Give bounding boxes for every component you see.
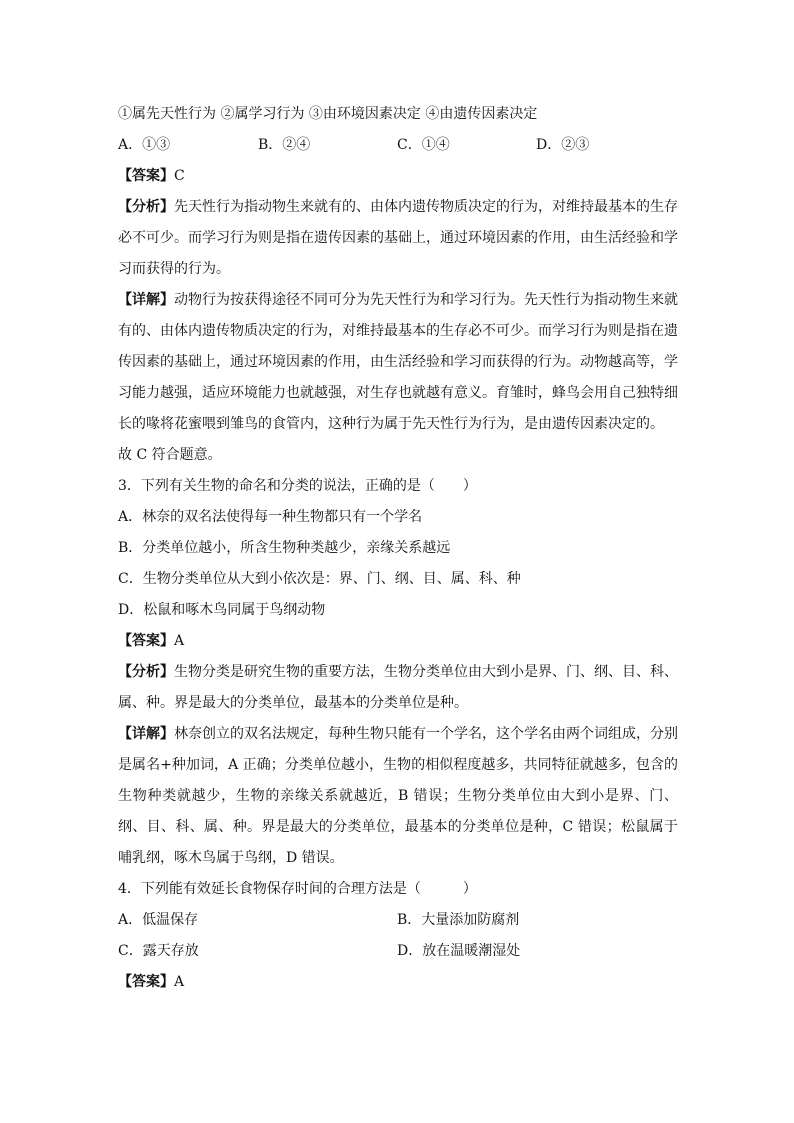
answer-value: A <box>174 633 185 649</box>
question-3-option-a: A．林奈的双名法使得每一种生物都只有一个学名 <box>118 509 423 525</box>
question-4-answer-line <box>118 967 678 998</box>
answer-tag: 【答案】 <box>118 168 174 184</box>
answer-tag: 【答案】 <box>118 974 174 990</box>
answer-tag: 【答案】 <box>118 633 174 649</box>
analysis-paragraph <box>118 192 678 285</box>
answer-line <box>118 161 678 192</box>
question-4-options-row-1 <box>118 905 678 936</box>
question-3-detail <box>118 719 678 874</box>
statements-line: ①属先天性行为 ②属学习行为 ③由环境因素决定 ④由遗传因素决定 <box>118 106 538 122</box>
question-4-option-c: C．露天存放 <box>118 943 199 959</box>
question-4-option-a: A．低温保存 <box>118 912 199 928</box>
analysis-text: 先天性行为指动物生来就有的、由体内遗传物质决定的行为，对维持最基本的生存必不可少。而学习行为则是指在遗传因素的基础上，通过环境因素的作用，由生活经验和学习而获得的行为。 <box>118 199 678 277</box>
answer-value: A <box>174 974 185 990</box>
question-3-answer-line <box>118 626 678 657</box>
detail-text: 林奈创立的双名法规定，每种生物只能有一个学名，这个学名由两个词组成，分别是属名+种加词，A 正确；分类单位越小，生物的相似程度越多，共同特征就越多，包含的生物种类就越少，生物的亲缘关系就越近，B 错误；生物分类单位由大到小是界、门、纲、目、科、属、种。界是最大的分类单位，最基本的分类单位是种，C 错误；松鼠属于哺乳纲，啄木鸟属于鸟纲，D 错误。 <box>118 726 678 866</box>
question-4-options-row-2 <box>118 936 678 967</box>
analysis-tag: 【分析】 <box>118 199 174 215</box>
answer-value: C <box>174 168 185 184</box>
options-row <box>118 130 678 161</box>
option-c: C．①④ <box>397 137 450 153</box>
detail-paragraph <box>118 285 678 440</box>
question-4-option-b: B．大量添加防腐剂 <box>397 912 520 928</box>
analysis-text: 生物分类是研究生物的重要方法，生物分类单位由大到小是界、门、纲、目、科、属、种。界是最大的分类单位，最基本的分类单位是种。 <box>118 664 678 711</box>
question-3-option-d: D．松鼠和啄木鸟同属于鸟纲动物 <box>118 602 326 618</box>
question-4-stem: 4．下列能有效延长食物保存时间的合理方法是（ ） <box>118 881 477 897</box>
option-d: D．②③ <box>536 137 590 153</box>
analysis-tag: 【分析】 <box>118 664 174 680</box>
detail-text: 动物行为按获得途径不同可分为先天性行为和学习行为。先天性行为指动物生来就有的、由体内遗传物质决定的行为，对维持最基本的生存必不可少。而学习行为则是指在遗传因素的基础上，通过环境因素的作用，由生活经验和学习而获得的行为。动物越高等，学习能力越强，适应环境能力也就越强，对生存也就越有意义。育雏时，蜂鸟会用自己独特细长的喙将花蜜喂到雏鸟的食管内，这种行为属于先天性行为行为，是由遗传因素决定的。 <box>118 292 678 432</box>
question-3-option-b: B．分类单位越小，所含生物种类越少，亲缘关系越远 <box>118 540 451 556</box>
question-4-option-d: D．放在温暖潮湿处 <box>397 943 521 959</box>
question-3-option-c: C．生物分类单位从大到小依次是：界、门、纲、目、属、科、种 <box>118 571 521 587</box>
document-page <box>118 99 678 998</box>
detail-tag: 【详解】 <box>118 726 174 742</box>
detail-tag: 【详解】 <box>118 292 174 308</box>
question-3-analysis <box>118 657 678 719</box>
conclusion-line: 故 C 符合题意。 <box>118 447 222 463</box>
option-a: A．①③ <box>118 137 171 153</box>
option-b: B．②④ <box>258 137 311 153</box>
question-3-stem: 3．下列有关生物的命名和分类的说法，正确的是（ ） <box>118 478 477 494</box>
